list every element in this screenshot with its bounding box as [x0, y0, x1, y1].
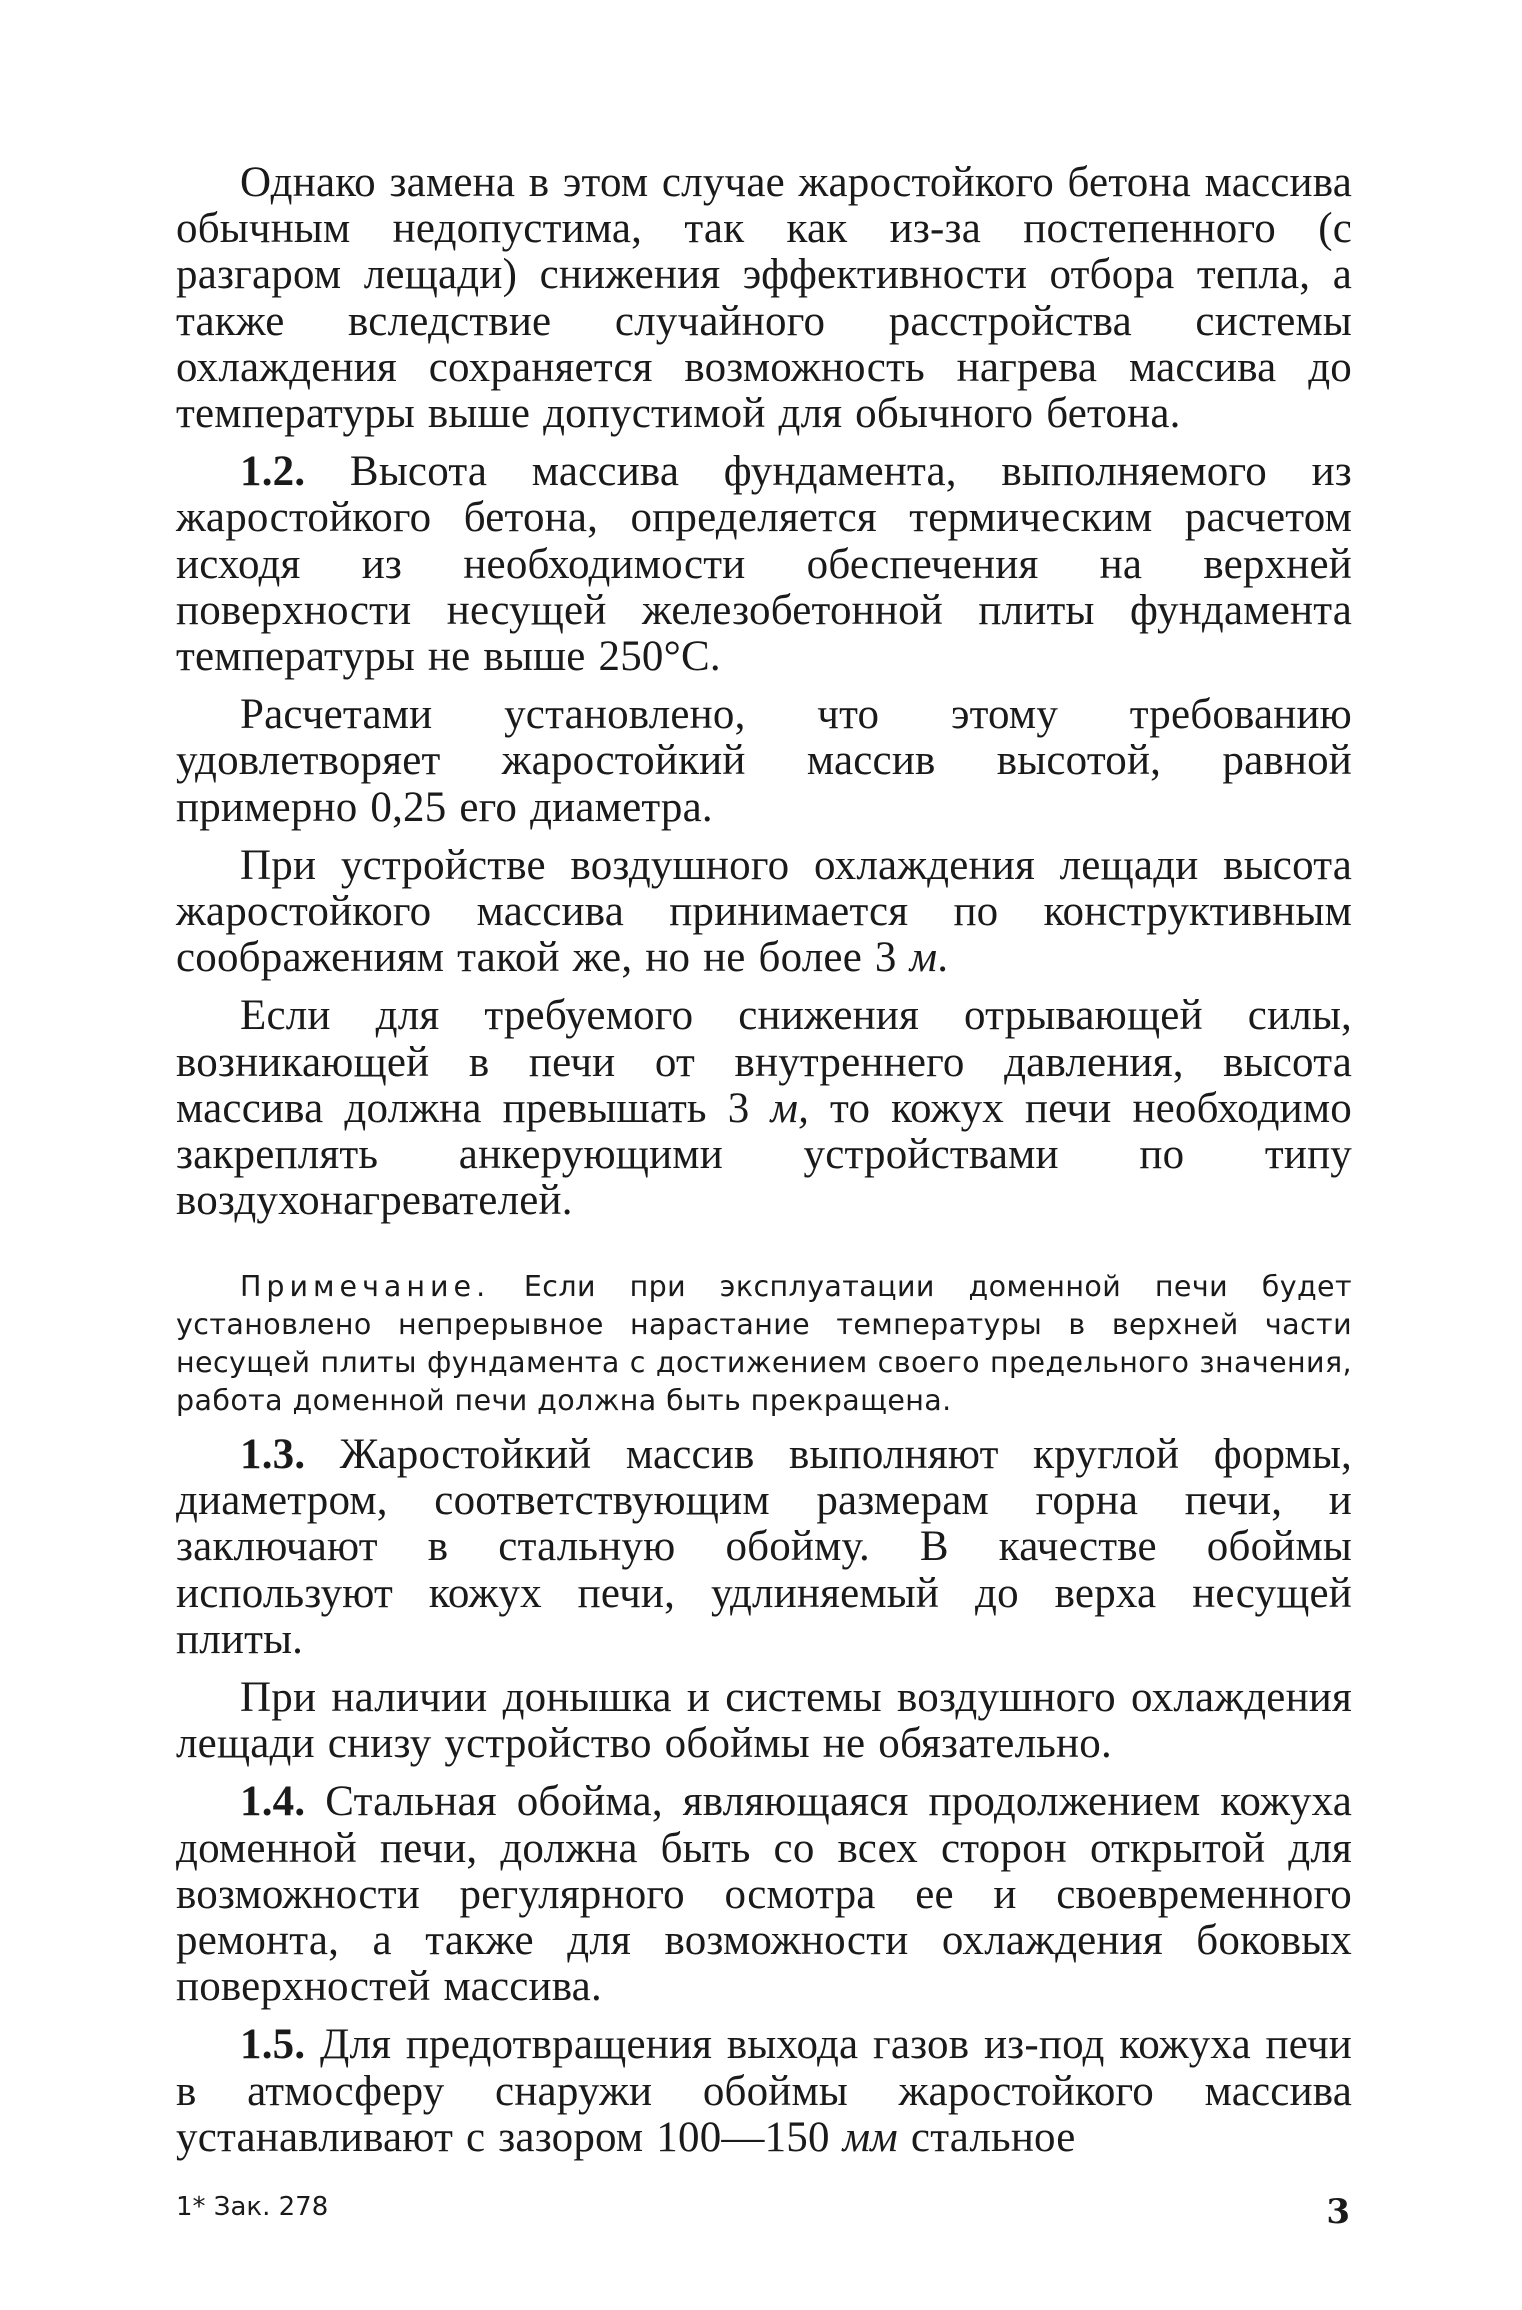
paragraph-5-text: Если для требуемого снижения отрывающей силы, возникающей в печи от внутреннего давления, высота массива должна превышать 3 — [176, 992, 1352, 1132]
paragraph-3 — [176, 692, 1352, 831]
unit-mm: мм — [842, 2113, 898, 2161]
paragraph-4-text: При устройстве воздушного охлаждения лещади высота жаростойкого массива принимается по конструктивным соображениям такой же, но не более 3 — [176, 841, 1352, 982]
unit-m-comma: м, — [770, 1084, 810, 1132]
paragraph-1-4-text: Стальная обойма, являющаяся продолжением кожуха доменной печи, должна быть со всех сторон открытой для возможности регулярного осмотра ее и своевременного ремонта, а также для возможности охлаждения боковых поверхностей массива. — [176, 1778, 1352, 2011]
paragraph-1-5 — [176, 2022, 1352, 2161]
paragraph-7-text: При наличии донышка и системы воздушного охлаждения лещади снизу устройство обоймы не обязательно. — [176, 1674, 1352, 1768]
section-number-1-3: 1.3. — [240, 1431, 306, 1478]
note — [176, 1268, 1352, 1420]
paragraph-1-3 — [176, 1432, 1352, 1663]
page-number: 3 — [1326, 2192, 1350, 2232]
paragraph-1-2 — [176, 449, 1352, 680]
paragraph-4-end: . — [937, 934, 949, 982]
section-number-1-2: 1.2. — [240, 448, 306, 496]
section-number-1-4: 1.4. — [240, 1778, 306, 1826]
paragraph-1-text: Однако замена в этом случае жаростойкого бетона массива обычным недопустима, так как из-за постепенного (с разгаром лещади) снижения эффективности отбора тепла, а также вследствие случайного расстройства системы охлаждения сохраняется возможность нагрева массива до температуры выше допустимой для обычного бетона. — [176, 159, 1352, 438]
main-text-top — [176, 160, 1352, 1224]
paragraph-5 — [176, 993, 1352, 1224]
paragraph-4 — [176, 843, 1352, 982]
paragraph-5-end: то кожух печи необходимо закреплять анкерующими устройствами по типу воздухонагревателей. — [176, 1084, 1352, 1225]
paragraph-1-2-text: Высота массива фундамента, выполняемого из жаростойкого бетона, определяется термическим расчетом исходя из необходимости обеспечения на верхней поверхности несущей железобетонной плиты фундамента температуры не выше 250°С. — [176, 448, 1352, 681]
paragraph-1 — [176, 160, 1352, 437]
paragraph-1-5-text: Для предотвращения выхода газов из-под кожуха печи в атмосферу снаружи обоймы жаростойкого массива устанавливают с зазором 100—150 — [176, 2021, 1352, 2161]
print-order-mark: 1* Зак. 278 — [176, 2192, 329, 2222]
note-label: Примечание. — [240, 1270, 491, 1303]
section-number-1-5: 1.5. — [240, 2021, 306, 2069]
paragraph-1-5-end: стальное — [897, 2113, 1076, 2161]
paragraph-1-3-text: Жаростойкий массив выполняют круглой формы, диаметром, соответствующим размерам горна печи, и заключают в стальную обойму. В качестве обоймы используют кожух печи, удлиняемый до верха несущей плиты. — [176, 1431, 1352, 1663]
note-text: Если при эксплуатации доменной печи будет установлено непрерывное нарастание температуры в верхней части несущей плиты фундамента с достижением своего предельного значения, работа доменной печи должна быть прекращена. — [176, 1270, 1352, 1417]
unit-m: м — [909, 934, 938, 982]
main-text-bottom — [176, 1432, 1352, 2161]
paragraph-1-4 — [176, 1779, 1352, 2010]
paragraph-3-text: Расчетами установлено, что этому требованию удовлетворяет жаростойкий массив высотой, равной примерно 0,25 его диаметра. — [176, 691, 1352, 831]
paragraph-7 — [176, 1675, 1352, 1767]
